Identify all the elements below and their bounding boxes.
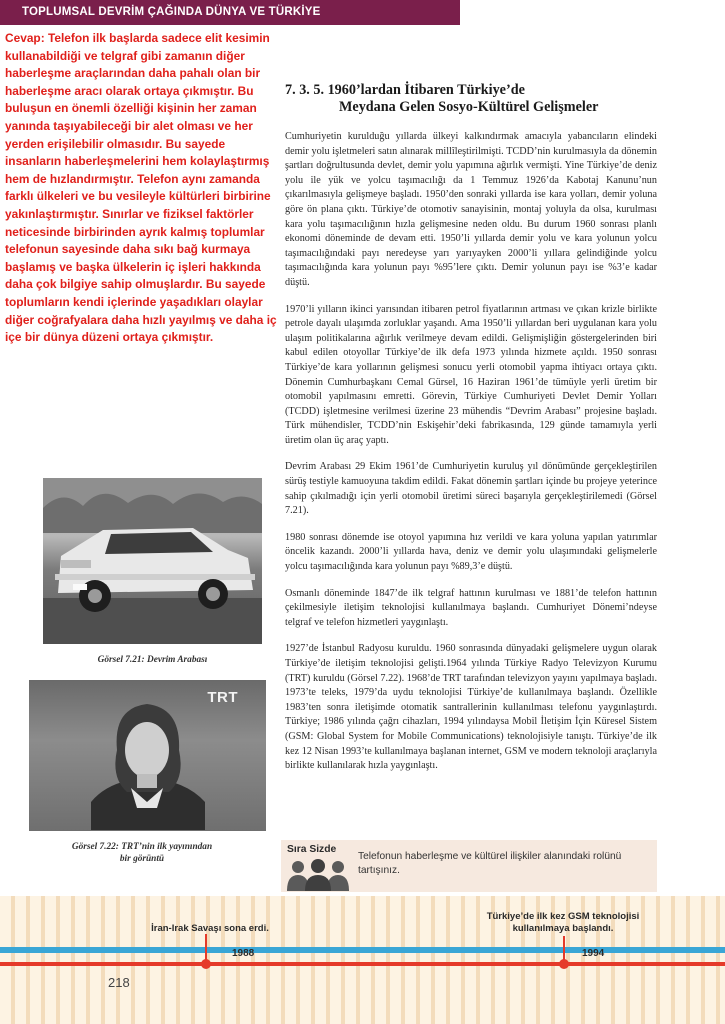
- car-caption: Görsel 7.21: Devrim Arabası: [97, 655, 208, 665]
- page-number: 218: [108, 975, 130, 990]
- timeline-year-1994: 1994: [582, 948, 605, 959]
- trt-logo: TRT: [207, 689, 238, 706]
- devrim-arabasi-photo: [43, 478, 262, 644]
- timeline: [0, 896, 725, 1024]
- sira-sizde-box: [281, 840, 657, 892]
- trt-caption-line1: Görsel 7.22: TRT’nin ilk yayınından: [71, 842, 213, 852]
- timeline-dot-1994: [559, 959, 569, 969]
- trt-caption-line2: bir görüntü: [119, 854, 165, 864]
- answer-text: Cevap: Telefon ilk başlarda sadece elit kesimin kullanabildiği ve telgraf gibi zamanın diğer haberleşme araçlarından daha pahalı olan bir haberleşme aracı olarak ortaya çıkmıştır. Bu buluşun en önemli özelliği kişinin her zaman yanında taşıyabileceği bir alet olması ve her yerden erişilebilir olmasıdır. Bu sayede insanların haberleşmelerini hem kolaylaştırmış hem de hızlandırmıştır. Telefon aynı zamanda farklı ülkeleri ve bu vesileyle kültürleri birbirine yakınlaştırmıştır. Sınırlar ve fiziksel faktörler neticesinde birbirinden ayrık kalmış toplumlar telefonun sayesinde daha sıkı bağ kurmaya başlamış ve başka ülkelerin iç işleri hakkında daha çok bilgiye sahip olmuşlardır. Bu sayede toplumların kendi içlerinde yaşadıkları olaylar diğer coğrafyalara daha hızlı yayılmış ve daha iç içe bir dünya düzeni ortaya çıkmıştır.: [5, 31, 277, 345]
- paragraph-oil-crisis: 1970’li yılların ikinci yarısından itibaren petrol fiyatlarının artması ve çıkan krizle birlikte petrole dayalı ulaşımda zorluklar yaşandı. Ama 1950’li yıllardan beri uygulanan kara yolu ulaşım politikalarına ağırlık verilmeye devam edildi. Gelişmişliğin göstergelerinden biri kabul edilen otoyollar Türkiye’de ilk defa 1973 yılında hizmete açıldı. 1950 sonrası Türkiye’de kara yollarının gelişmesi sonucu yerli otomobil yapma ihtiyacı ortaya çıktı. Dönemin Cumhurbaşkanı Cemal Gürsel, 16 Haziran 1961’de tümüyle yerli üretim bir otomobil yapılmasını emretti. Görevin, Türkiye Cumhuriyeti Devlet Demir Yolları (TCDD) işletmesine verilmesi üzerine 23 mühendis “Devrim Arabası” projesine başladı. Türk mühendisler, TCDD’nin Eskişehir’deki fabrikasında, 129 günde tamamıyla yerli üretim olan üç araç yaptı.: [285, 303, 657, 446]
- timeline-event-1994-line1: Türkiye’de ilk kez GSM teknolojisi: [486, 911, 640, 922]
- paragraph-transport: Cumhuriyetin kurulduğu yıllarda ülkeyi kalkındırmak amacıyla yabancıların elindeki demir yolu işletmeleri satın alınarak millîleştirilmişti. TCDD’nin kurulmasıyla da dönemin şartları doğrultusunda devlet, demir yolu yapımına ağırlık vermişti. Yine Türkiye’de deniz yolu ile yük ve yolcu taşımacılığı da 1 Temmuz 1926’da Kabotaj Kanunu’nun çıkarılmasıyla gelişmeye başladı. 1950’den sonraki yıllarda ise kara yolları, demir yoluna göre ön plana çıktı. Türkiye’de otomotiv sanayisinin, montaj yoluyla da olsa, kurulması kara yolu taşımacılığının hızla gelişmesine neden oldu. Bu durum 1960 sonrası planlı ekonomi döneminde de devam etti. 1950’li yıllarda demir yolu ve kara yolunun yolcu taşımacılığındaki payı neredeyse yarı yarıyayken 2000’li yıllara gelindiğinde yolcu taşımacılığında kara yolunun payı %95’lere çıktı. Demir yolunun payı ise %3’e kadar düştü.: [285, 131, 657, 288]
- timeline-dot-1988: [201, 959, 211, 969]
- section-title-line2: Meydana Gelen Sosyo-Kültürel Gelişmeler: [339, 99, 599, 115]
- timeline-event-1988: İran-Irak Savaşı sona erdi.: [151, 923, 269, 934]
- trt-broadcast-photo: [29, 680, 266, 831]
- header-bar: [0, 0, 460, 25]
- paragraph-radio-tv: 1927’de İstanbul Radyosu kuruldu. 1960 sonrasında dünyadaki gelişmelere uygun olarak Türkiye’de iletişim teknolojisi gelişti.1964 yılında Türkiye Radyo Televizyon Kurumu (TRT) kuruldu (Görsel 7.22). 1968’de TRT tarafından televizyon yayını yapılmaya başladı. 1973’te teleks, 1979’da uydu teknolojisi Türkiye’de kullanılmaya başlandı. Özellikle 1983’ten sonra iletişimde otomatik santrallerinin kullanılması telefonu yaygınlaştırdı. Türkiye; 1986 yılında çağrı cihazları, 1994 yılındaysa Mobil İletişim İçin Küresel Sistem (GSM: Global System for Mobile Communications) teknolojisiyle tanıştı. Türkiye’de ilk kez 12 Nisan 1993’te kullanılmaya başlanan internet, GSM ve modern teknoloji araçlarıyla birlikte kullanılarak hızla yaygınlaştı.: [285, 643, 657, 772]
- header-title: TOPLUMSAL DEVRİM ÇAĞINDA DÜNYA VE TÜRKİYE: [22, 6, 321, 18]
- timeline-blue-line: [0, 947, 725, 953]
- timeline-event-1994: [468, 911, 658, 934]
- timeline-red-line: [0, 962, 725, 966]
- section-title: [285, 82, 665, 116]
- body-column: [285, 130, 657, 786]
- sira-sizde-label: Sıra Sizde: [287, 844, 337, 855]
- group-people-icon: [285, 857, 351, 891]
- trt-caption: [42, 841, 242, 865]
- paragraph-devrim-arabasi: Devrim Arabası 29 Ekim 1961’de Cumhuriyetin kuruluş yıl dönümünde gerçekleştirilen sürüş testiyle kamuoyuna takdim edildi. Fakat dönemin şartları içinde bu projeye yeterince sahip çıkılmadığı için yerli otomobil üretimi süreci başarıyla gerçekleştirilemedi (Görsel 7.21).: [285, 461, 657, 517]
- car-illustration: [43, 478, 262, 644]
- timeline-year-1988: 1988: [232, 948, 255, 959]
- sira-sizde-text: Telefonun haberleşme ve kültürel ilişkiler alanındaki rolünü tartışınız.: [358, 851, 622, 876]
- timeline-event-1994-line2: kullanılmaya başlandı.: [512, 922, 614, 934]
- section-title-line1: 7. 3. 5. 1960’lardan İtibaren Türkiye’de: [285, 82, 525, 98]
- paragraph-1980: 1980 sonrası dönemde ise otoyol yapımına hız verildi ve kara yoluna yapılan yatırımlar öncelik kazandı. 2000’li yıllarda hava, deniz ve demir yolu ulaşımındaki gelişmelerle yolcu taşımacılığında kara yolunun payı %89,3’e düştü.: [285, 531, 657, 573]
- paragraph-telegraph: Osmanlı döneminde 1847’de ilk telgraf hattının kurulması ve 1881’de telefon hattının çekilmesiyle iletişim teknolojisi kullanılmaya başlandı. Cumhuriyet Dönemi’ndeyse telgraf ve telefon hizmetleri yaygınlaştı.: [285, 587, 657, 628]
